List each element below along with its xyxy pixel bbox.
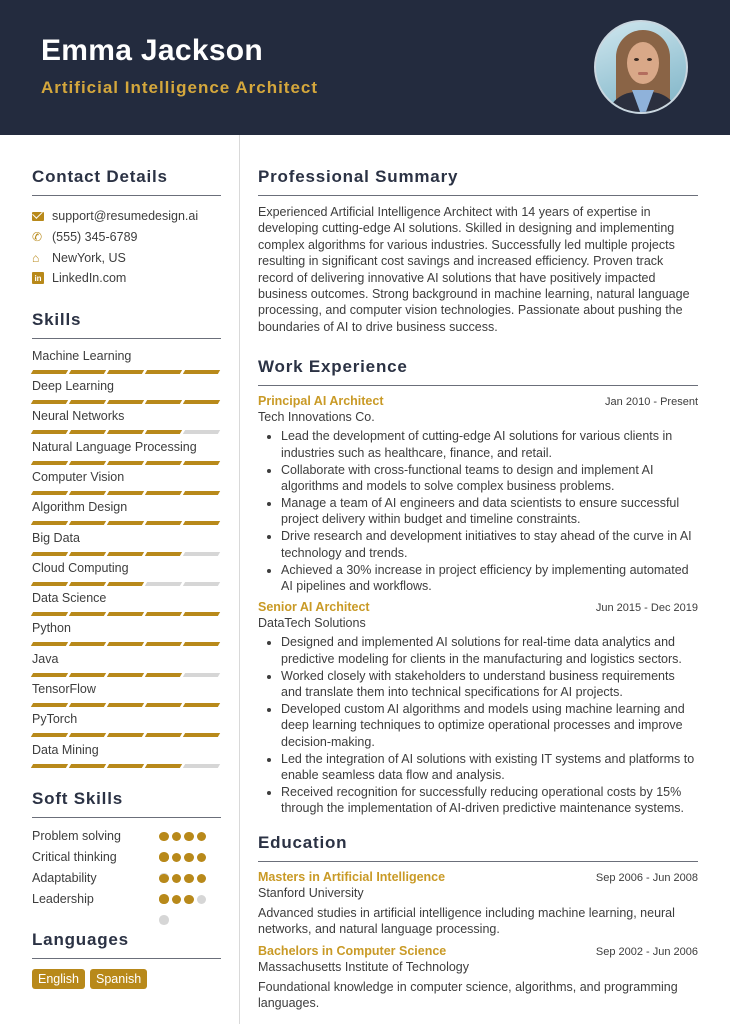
soft-skill-dot (172, 895, 182, 905)
skill-level-segment (145, 491, 182, 495)
skill-level-segment (31, 430, 68, 434)
job-dates: Jun 2015 - Dec 2019 (595, 602, 698, 615)
skill-level-segment (31, 612, 68, 616)
skill-name: Deep Learning (32, 379, 115, 394)
skill-level-segment (69, 552, 106, 556)
education-section (258, 833, 698, 1012)
soft-skill-item (32, 870, 221, 891)
job-dates: Jan 2010 - Present (605, 396, 698, 409)
skill-level-segment (183, 703, 220, 707)
skill-level-segment (145, 673, 182, 677)
soft-skill-dot (172, 832, 182, 842)
skill-item (32, 409, 221, 439)
education-dates: Sep 2006 - Jun 2008 (595, 871, 698, 884)
contact-text: support@resumedesign.ai (52, 209, 199, 224)
skill-level-segment (107, 491, 144, 495)
skill-level-segment (107, 582, 144, 586)
education-dates: Sep 2002 - Jun 2006 (595, 945, 698, 958)
company-name: DataTech Solutions (258, 616, 366, 631)
language-badge: Spanish (90, 969, 147, 989)
job-header (258, 394, 698, 408)
linkedin-icon: in (32, 272, 52, 284)
skill-level-segment (107, 642, 144, 646)
skill-name: Machine Learning (32, 348, 132, 363)
skill-item (32, 470, 221, 500)
degree-title: Bachelors in Computer Science (258, 943, 447, 958)
skill-level-segment (31, 521, 68, 525)
skill-level-segment (183, 582, 220, 586)
skill-item (32, 349, 221, 379)
job-title: Principal AI Architect (258, 394, 384, 409)
skill-item (32, 531, 221, 561)
contact-phone[interactable] (32, 227, 221, 248)
main-content (258, 135, 698, 1017)
skill-item (32, 682, 221, 712)
soft-skills-list (32, 828, 221, 912)
soft-skill-name: Adaptability (32, 870, 97, 885)
soft-skill-dots (159, 891, 209, 936)
skill-level-segment (145, 552, 182, 556)
envelope-icon (32, 212, 52, 221)
jobs-list (258, 394, 698, 817)
contact-text: (555) 345-6789 (52, 230, 138, 245)
soft-skill-dot (159, 874, 169, 884)
skill-level-segment (145, 642, 182, 646)
soft-skill-dot (172, 853, 182, 863)
skill-item (32, 652, 221, 682)
skill-level-segment (31, 764, 68, 768)
skill-level-segment (107, 521, 144, 525)
skill-item (32, 379, 221, 409)
skill-level-segment (107, 703, 144, 707)
eye-shape (647, 58, 652, 61)
skill-item (32, 500, 221, 530)
school-name: Stanford University (258, 885, 364, 900)
skill-level-segment (183, 491, 220, 495)
skill-level-segment (31, 491, 68, 495)
skill-level-segment (69, 430, 106, 434)
languages-list (32, 969, 221, 989)
skill-level-segment (183, 370, 220, 374)
skill-item (32, 591, 221, 621)
skill-level-segment (183, 764, 220, 768)
summary-text: Experienced Artificial Intelligence Architect with 14 years of expertise in developing cutting-edge AI solutions. Skilled in designing and implementing complex algorithms for various industries. Successfully led multiple projects resulting in significant cost savings and increased efficiency. Proven track record of delivering innovative AI solutions that have positively impacted business outcomes. Strong background in machine learning, natural language processing, and computer vision technologies. Passionate about pushing the boundaries of AI to drive business success. (258, 205, 690, 334)
summary-section (258, 167, 698, 335)
skill-level-segment (107, 673, 144, 677)
section-title: Contact Details (32, 167, 221, 196)
degree-title: Masters in Artificial Intelligence (258, 869, 446, 884)
skill-level-segment (145, 612, 182, 616)
skill-level-segment (107, 400, 144, 404)
skill-level-segment (31, 370, 68, 374)
skill-level-segment (145, 400, 182, 404)
skill-level-segment (69, 521, 106, 525)
skill-level-segment (183, 673, 220, 677)
skill-level-segment (145, 521, 182, 525)
skill-level-segment (183, 552, 220, 556)
job-header (258, 600, 698, 614)
skill-level-segment (107, 370, 144, 374)
job-bullets (258, 428, 698, 594)
work-section (258, 357, 698, 817)
skill-item (32, 440, 221, 470)
contact-linkedin[interactable] (32, 268, 221, 289)
skill-level-segment (145, 370, 182, 374)
job-bullet: • Manage a team of AI engineers and data scientists to ensure successful project delivery within budget and timeline constraints. (281, 495, 698, 528)
skill-name: Data Science (32, 591, 107, 606)
education-header (258, 944, 698, 958)
home-icon: ⌂ (32, 250, 40, 265)
skill-name: Python (32, 621, 71, 636)
job-bullet: • Achieved a 30% increase in project efficiency by implementing automated AI pipelines and workflows. (281, 562, 698, 595)
skill-level-segment (145, 430, 182, 434)
section-title: Skills (32, 310, 221, 339)
skill-level-segment (69, 582, 106, 586)
skill-name: Algorithm Design (32, 500, 128, 515)
skill-level-segment (69, 642, 106, 646)
skill-level-segment (107, 552, 144, 556)
skill-level-bars (32, 521, 221, 525)
soft-skill-dot (159, 895, 169, 905)
skill-level-segment (183, 521, 220, 525)
contact-section (32, 167, 221, 289)
section-title: Work Experience (258, 357, 698, 386)
candidate-name: Emma Jackson (41, 34, 264, 67)
section-title: Professional Summary (258, 167, 698, 196)
soft-skill-dot (197, 832, 207, 842)
skill-level-segment (31, 673, 68, 677)
skill-level-bars (32, 582, 221, 586)
skill-level-bars (32, 552, 221, 556)
profile-photo (594, 20, 688, 114)
education-entry (258, 870, 698, 938)
skill-level-segment (183, 400, 220, 404)
column-divider (239, 135, 240, 1024)
skill-level-bars (32, 673, 221, 677)
soft-skill-name: Leadership (32, 891, 94, 906)
resume-header (0, 0, 730, 135)
soft-skill-dot (172, 874, 182, 884)
job-entry (258, 394, 698, 594)
skill-level-bars (32, 491, 221, 495)
job-entry (258, 600, 698, 816)
soft-skill-dot (184, 853, 194, 863)
skill-level-segment (183, 461, 220, 465)
skill-level-segment (31, 400, 68, 404)
skill-level-segment (145, 461, 182, 465)
job-bullet: • Drive research and development initiatives to stay ahead of the curve in AI technology and trends. (281, 528, 698, 561)
soft-skill-dot (159, 832, 169, 842)
eye-shape (634, 58, 639, 61)
skill-level-segment (183, 733, 220, 737)
language-badge: English (32, 969, 85, 989)
skill-name: Natural Language Processing (32, 439, 197, 454)
job-bullets (258, 634, 698, 816)
skill-level-segment (145, 764, 182, 768)
soft-skill-item (32, 891, 221, 912)
job-title: Senior AI Architect (258, 600, 370, 615)
skill-level-segment (69, 370, 106, 374)
soft-skill-dot (184, 832, 194, 842)
skill-level-segment (69, 400, 106, 404)
skill-level-segment (69, 491, 106, 495)
section-title: Languages (32, 930, 221, 959)
job-bullet: • Led the integration of AI solutions with existing IT systems and platforms to enable seamless data flow and analysis. (281, 751, 698, 784)
skill-level-segment (183, 642, 220, 646)
soft-skill-dot (159, 915, 169, 925)
skill-level-bars (32, 400, 221, 404)
soft-skill-dot (184, 874, 194, 884)
job-bullet: • Collaborate with cross-functional teams to design and implement AI algorithms and models to solve complex business problems. (281, 462, 698, 495)
education-description: Advanced studies in artificial intelligence including machine learning, neural networks, and natural language processing. (258, 905, 675, 937)
skill-level-segment (31, 582, 68, 586)
languages-section (32, 930, 221, 989)
skill-level-segment (107, 764, 144, 768)
section-title: Education (258, 833, 698, 862)
skill-name: Big Data (32, 530, 80, 545)
skill-level-segment (69, 703, 106, 707)
skill-level-segment (69, 733, 106, 737)
contact-location (32, 247, 221, 268)
skill-level-segment (183, 612, 220, 616)
soft-skill-dot (197, 874, 207, 884)
skill-level-bars (32, 703, 221, 707)
skill-level-bars (32, 612, 221, 616)
soft-skill-dot (159, 853, 169, 863)
school-name: Massachusetts Institute of Technology (258, 959, 469, 974)
contact-text: NewYork, US (52, 250, 126, 265)
soft-skill-name: Critical thinking (32, 849, 117, 864)
skill-level-segment (145, 582, 182, 586)
skill-level-segment (107, 733, 144, 737)
candidate-role: Artificial Intelligence Architect (41, 78, 319, 97)
soft-skill-item (32, 828, 221, 849)
education-description: Foundational knowledge in computer science, algorithms, and programming languages. (258, 979, 678, 1010)
skill-level-segment (69, 764, 106, 768)
skill-level-bars (32, 430, 221, 434)
skill-level-bars (32, 733, 221, 737)
soft-skill-dot (197, 853, 207, 863)
skill-level-segment (31, 552, 68, 556)
job-bullet: • Received recognition for successfully reducing operational costs by 15% through the implementation of AI-driven predictive maintenance systems. (281, 784, 698, 817)
skill-name: Cloud Computing (32, 560, 129, 575)
skill-level-bars (32, 461, 221, 465)
skill-level-segment (69, 673, 106, 677)
skill-level-segment (31, 642, 68, 646)
job-bullet: • Lead the development of cutting-edge AI solutions for various clients in industries such as healthcare, finance, and retail. (281, 428, 698, 461)
soft-skills-section (32, 789, 221, 912)
contact-email[interactable] (32, 206, 221, 227)
skill-level-bars (32, 642, 221, 646)
soft-skill-dot (184, 895, 194, 905)
mouth-shape (638, 72, 648, 75)
skill-level-segment (107, 461, 144, 465)
skill-name: Data Mining (32, 742, 99, 757)
soft-skill-dot (197, 895, 207, 905)
job-bullet: • Developed custom AI algorithms and models using machine learning and deep learning techniques to optimize operational processes and improve decision-making. (281, 701, 698, 750)
skill-level-bars (32, 764, 221, 768)
skill-item (32, 621, 221, 651)
soft-skill-item (32, 849, 221, 870)
skill-level-segment (31, 461, 68, 465)
skills-list (32, 349, 221, 773)
soft-skill-name: Problem solving (32, 828, 121, 843)
job-bullet: • Worked closely with stakeholders to understand business requirements and translate them into technical specifications for AI projects. (281, 668, 698, 701)
skills-section (32, 310, 221, 773)
skill-name: Neural Networks (32, 409, 125, 424)
skill-item (32, 712, 221, 742)
education-list (258, 870, 698, 1012)
skill-item (32, 743, 221, 773)
education-header (258, 870, 698, 884)
skill-level-segment (145, 703, 182, 707)
sidebar (32, 135, 221, 989)
company-name: Tech Innovations Co. (258, 410, 375, 425)
skill-level-segment (183, 430, 220, 434)
skill-level-segment (107, 430, 144, 434)
skill-level-segment (107, 612, 144, 616)
skill-name: TensorFlow (32, 682, 96, 697)
job-bullet: • Designed and implemented AI solutions for real-time data analytics and predictive modeling for clients in the manufacturing and logistics sectors. (281, 634, 698, 667)
skill-level-segment (69, 612, 106, 616)
face-shape (627, 42, 659, 84)
skill-name: Computer Vision (32, 469, 125, 484)
section-title: Soft Skills (32, 789, 221, 818)
skill-item (32, 561, 221, 591)
skill-level-bars (32, 370, 221, 374)
skill-name: Java (32, 651, 59, 666)
phone-icon: ✆ (32, 230, 43, 245)
contact-text: LinkedIn.com (52, 271, 127, 286)
skill-level-segment (69, 461, 106, 465)
skill-level-segment (31, 733, 68, 737)
education-entry (258, 944, 698, 1012)
skill-level-segment (145, 733, 182, 737)
skill-name: PyTorch (32, 712, 78, 727)
skill-level-segment (31, 703, 68, 707)
